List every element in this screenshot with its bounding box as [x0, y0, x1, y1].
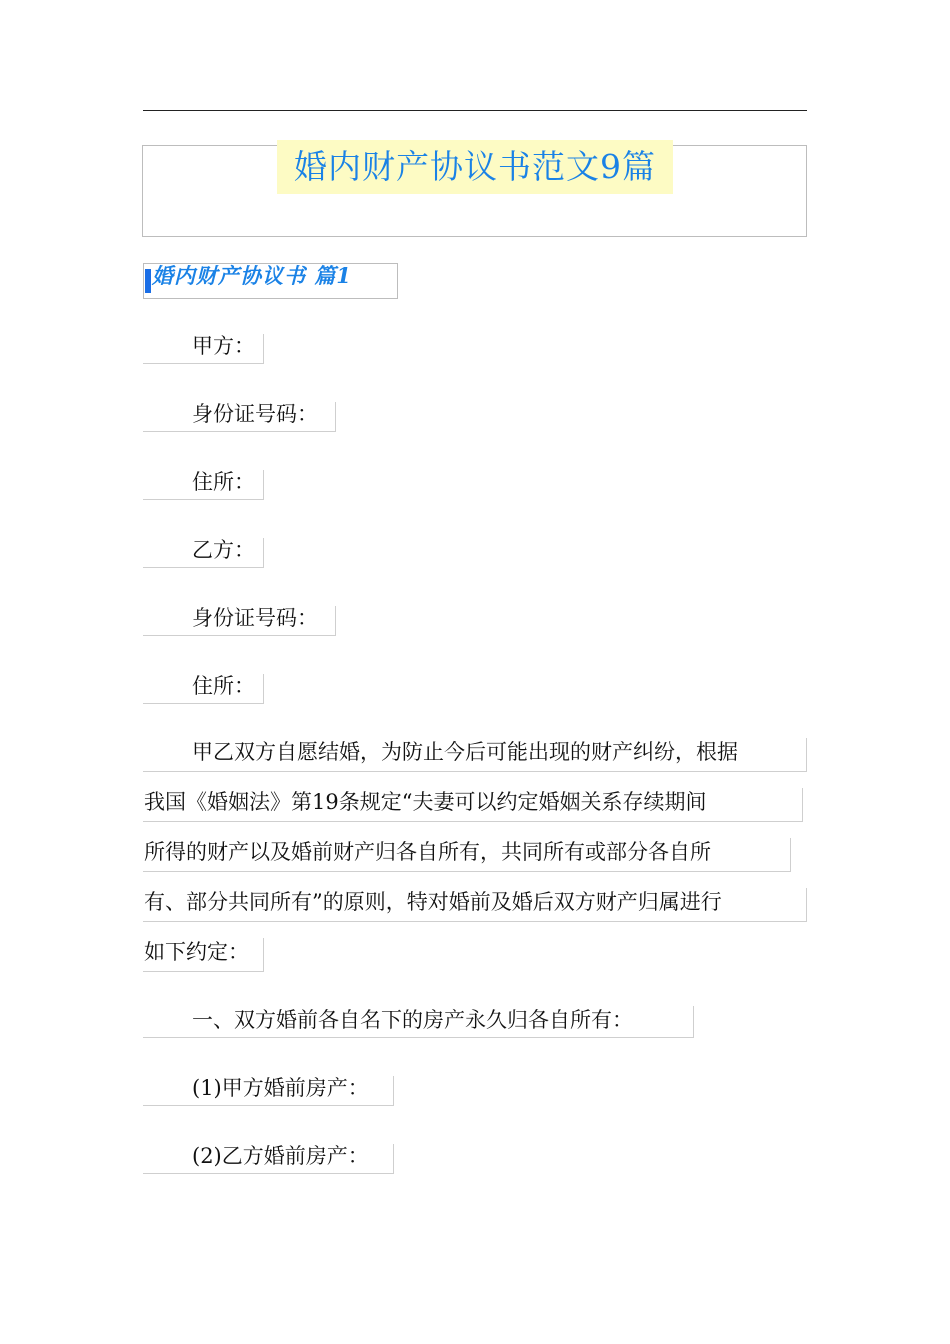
clause-heading: 一、双方婚前各自名下的房产永久归各自所有： — [192, 1008, 633, 1032]
clause-item: (1)甲方婚前房产： — [192, 1076, 369, 1100]
section-marker — [145, 269, 151, 293]
field-party-b: 乙方： — [192, 538, 255, 562]
section-heading: 婚内财产协议书 篇1 — [152, 263, 352, 288]
field-address-b: 住所： — [192, 674, 255, 698]
intro-line: 甲乙双方自愿结婚，为防止今后可能出现的财产纠纷，根据 — [192, 740, 738, 764]
header-rule — [143, 110, 807, 111]
field-id-b: 身份证号码： — [192, 606, 318, 630]
intro-line: 我国《婚姻法》第19条规定“夫妻可以约定婚姻关系存续期间 — [144, 790, 707, 814]
document-title: 婚内财产协议书范文9篇 — [277, 140, 673, 194]
intro-line: 所得的财产以及婚前财产归各自所有，共同所有或部分各自所 — [144, 840, 711, 864]
field-party-a: 甲方： — [192, 334, 255, 358]
field-id-a: 身份证号码： — [192, 402, 318, 426]
clause-item: (2)乙方婚前房产： — [192, 1144, 369, 1168]
field-address-a: 住所： — [192, 470, 255, 494]
intro-line: 有、部分共同所有”的原则，特对婚前及婚后双方财产归属进行 — [144, 890, 722, 914]
intro-line: 如下约定： — [144, 940, 249, 964]
